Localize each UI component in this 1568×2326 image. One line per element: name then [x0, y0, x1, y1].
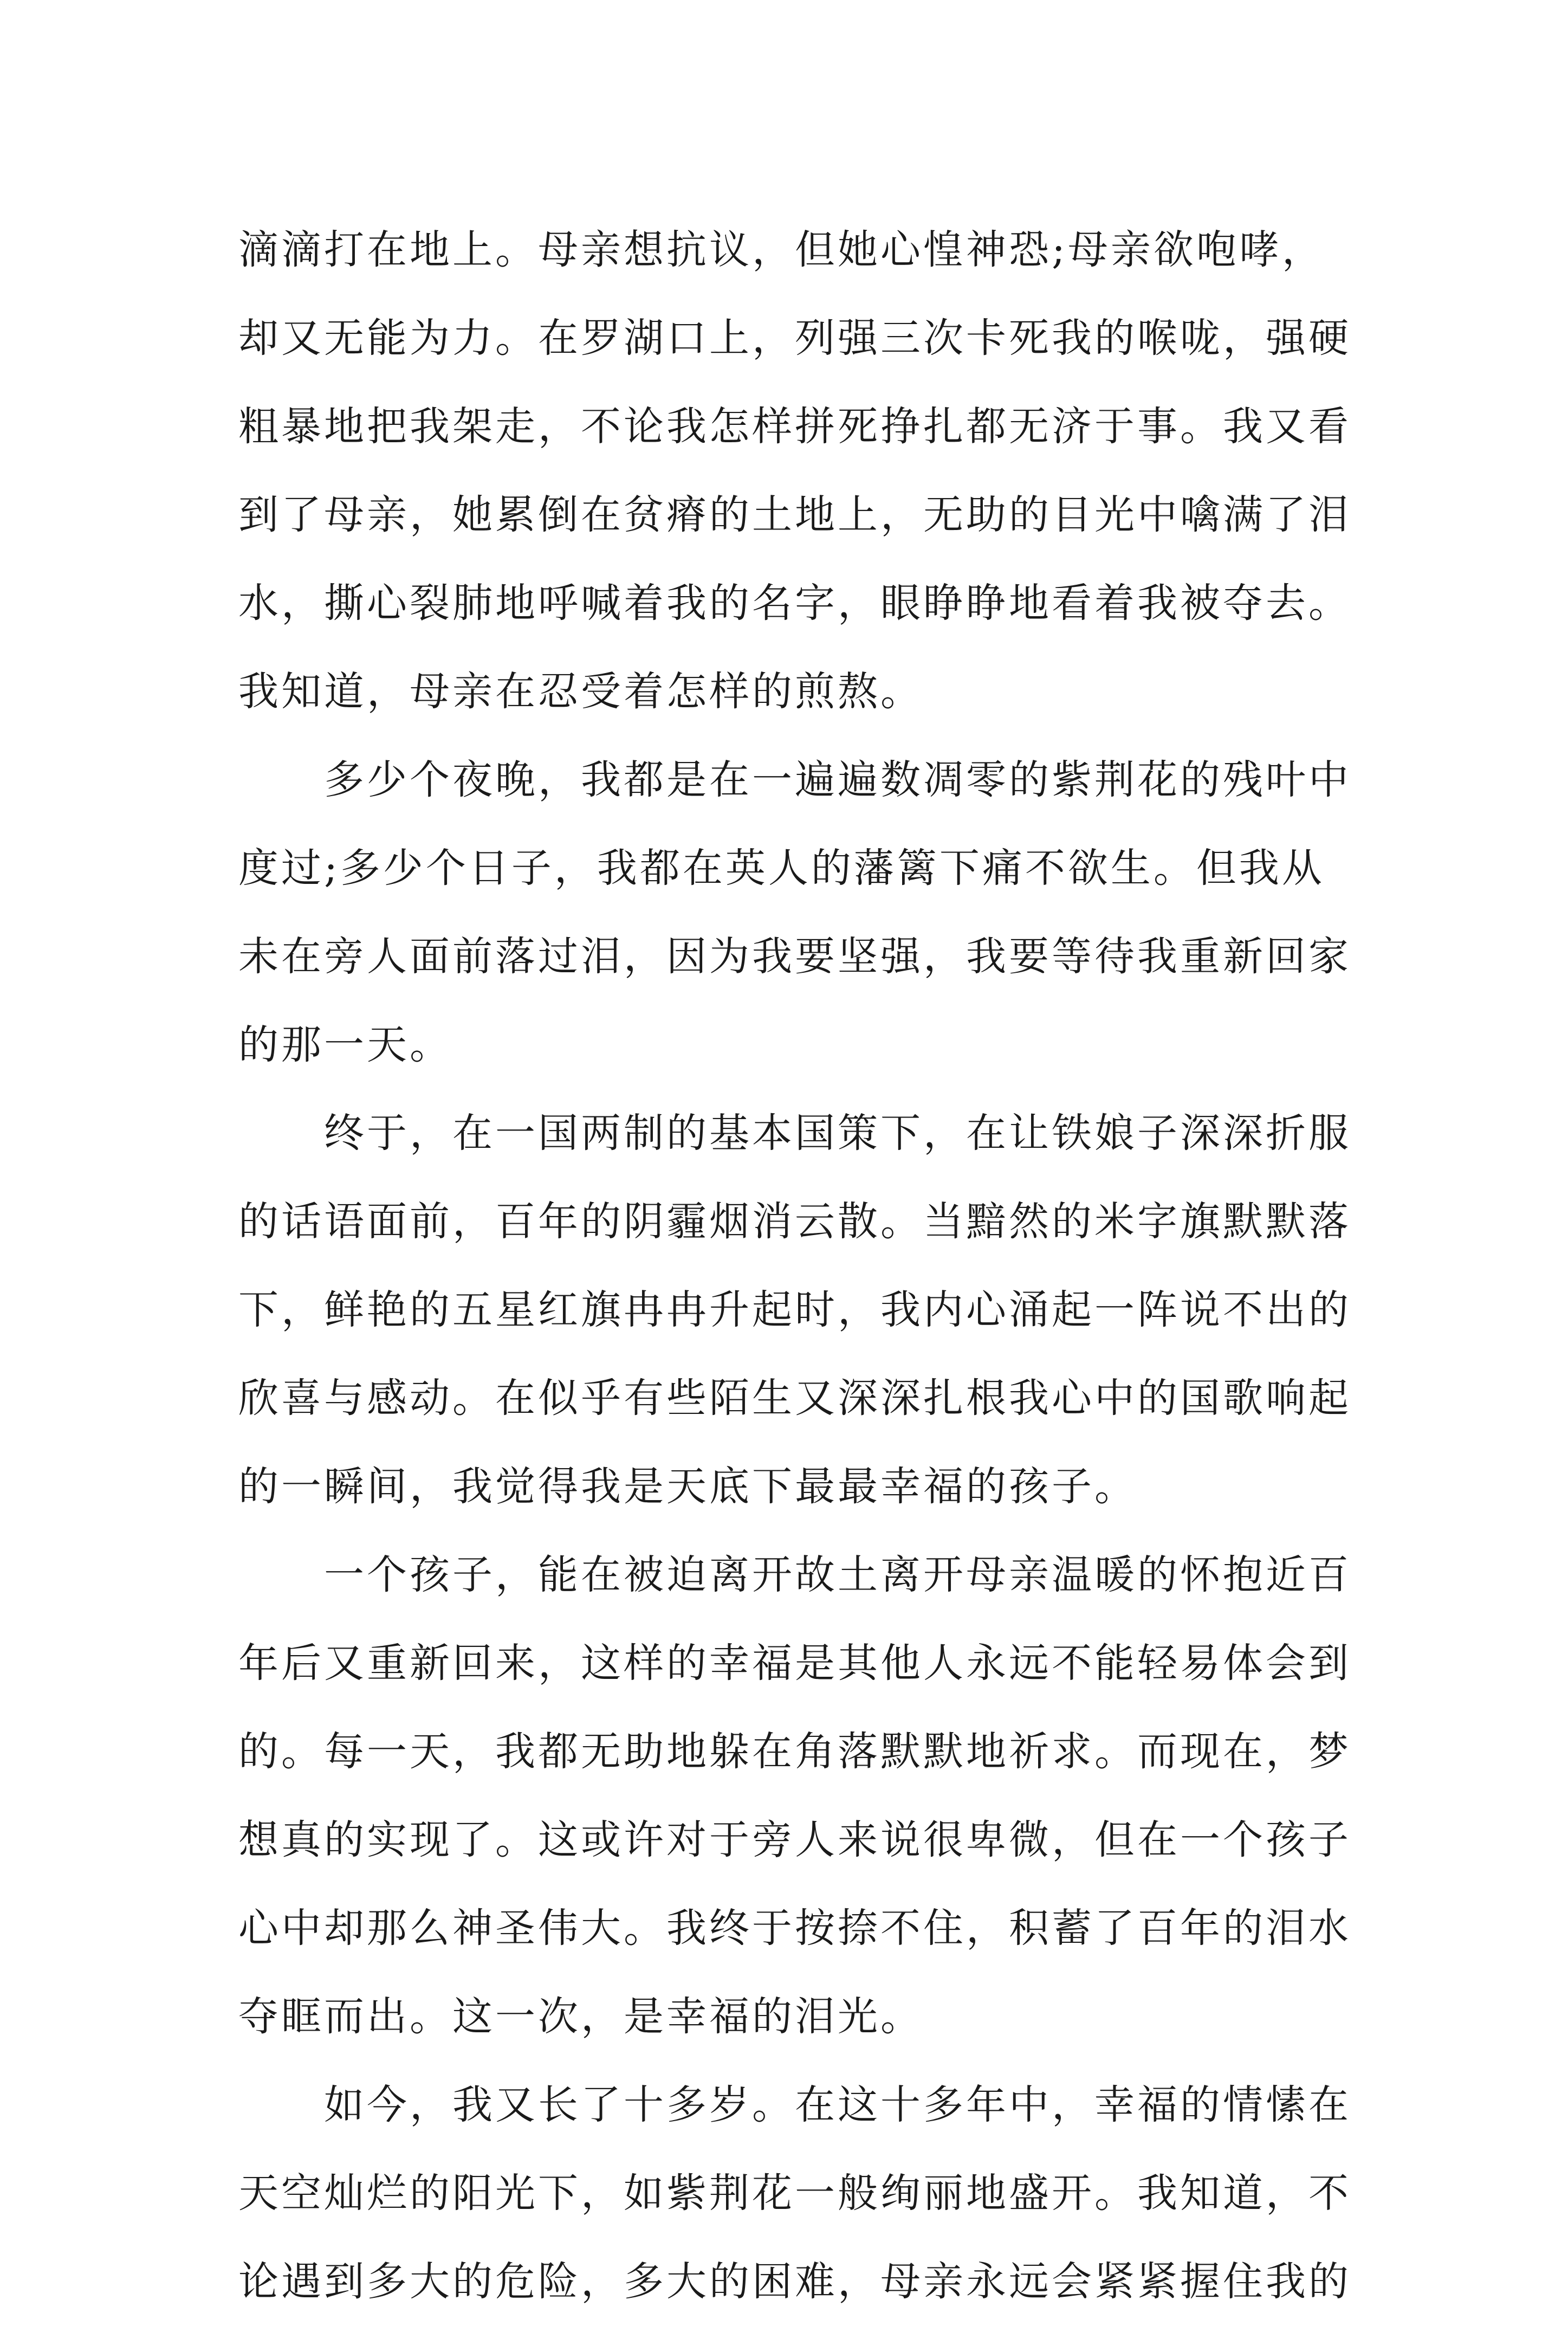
text-line: 下，鲜艳的五星红旗冉冉升起时，我内心涌起一阵说不出的: [238, 1287, 1351, 1333]
text-line: 多少个夜晚，我都是在一遍遍数凋零的紫荆花的残叶中: [324, 757, 1351, 803]
text-line: 欣喜与感动。在似乎有些陌生又深深扎根我心中的国歌响起: [238, 1375, 1351, 1422]
text-line: 心中却那么神圣伟大。我终于按捺不住，积蓄了百年的泪水: [238, 1905, 1351, 1952]
text-line: 终于，在一国两制的基本国策下，在让铁娘子深深折服: [324, 1110, 1351, 1156]
text-line: 一个孩子，能在被迫离开故土离开母亲温暖的怀抱近百: [324, 1552, 1351, 1598]
text-line: 天空灿烂的阳光下，如紫荆花一般绚丽地盛开。我知道，不: [238, 2170, 1351, 2217]
text-line: 年后又重新回来，这样的幸福是其他人永远不能轻易体会到: [238, 1640, 1351, 1687]
text-line: 论遇到多大的危险，多大的困难，母亲永远会紧紧握住我的: [238, 2258, 1351, 2305]
text-line: 却又无能为力。在罗湖口上，列强三次卡死我的喉咙，强硬: [238, 315, 1351, 361]
text-line: 粗暴地把我架走，不论我怎样拼死挣扎都无济于事。我又看: [238, 403, 1351, 450]
text-line: 想真的实现了。这或许对于旁人来说很卑微，但在一个孩子: [238, 1817, 1351, 1863]
text-line: 如今，我又长了十多岁。在这十多年中，幸福的情愫在: [324, 2082, 1351, 2128]
text-line: 未在旁人面前落过泪，因为我要坚强，我要等待我重新回家: [238, 933, 1351, 980]
text-line: 的。每一天，我都无助地躲在角落默默地祈求。而现在，梦: [238, 1728, 1351, 1775]
text-line: 滴滴打在地上。母亲想抗议，但她心惶神恐;母亲欲咆哮，: [238, 227, 1325, 273]
text-line: 的那一天。: [238, 1022, 452, 1068]
text-line: 度过;多少个日子，我都在英人的藩篱下痛不欲生。但我从: [238, 845, 1325, 891]
body-text: [238, 206, 1351, 2326]
text-line: 的话语面前，百年的阴霾烟消云散。当黯然的米字旗默默落: [238, 1198, 1351, 1245]
text-line: 的一瞬间，我觉得我是天底下最最幸福的孩子。: [238, 1463, 1137, 1510]
text-line: 我知道，母亲在忍受着怎样的煎熬。: [238, 668, 923, 715]
text-line: 水，撕心裂肺地呼喊着我的名字，眼睁睁地看着我被夺去。: [238, 580, 1351, 626]
text-line: 到了母亲，她累倒在贫瘠的土地上，无助的目光中噙满了泪: [238, 492, 1351, 538]
text-line: 夺眶而出。这一次，是幸福的泪光。: [238, 1993, 923, 2040]
